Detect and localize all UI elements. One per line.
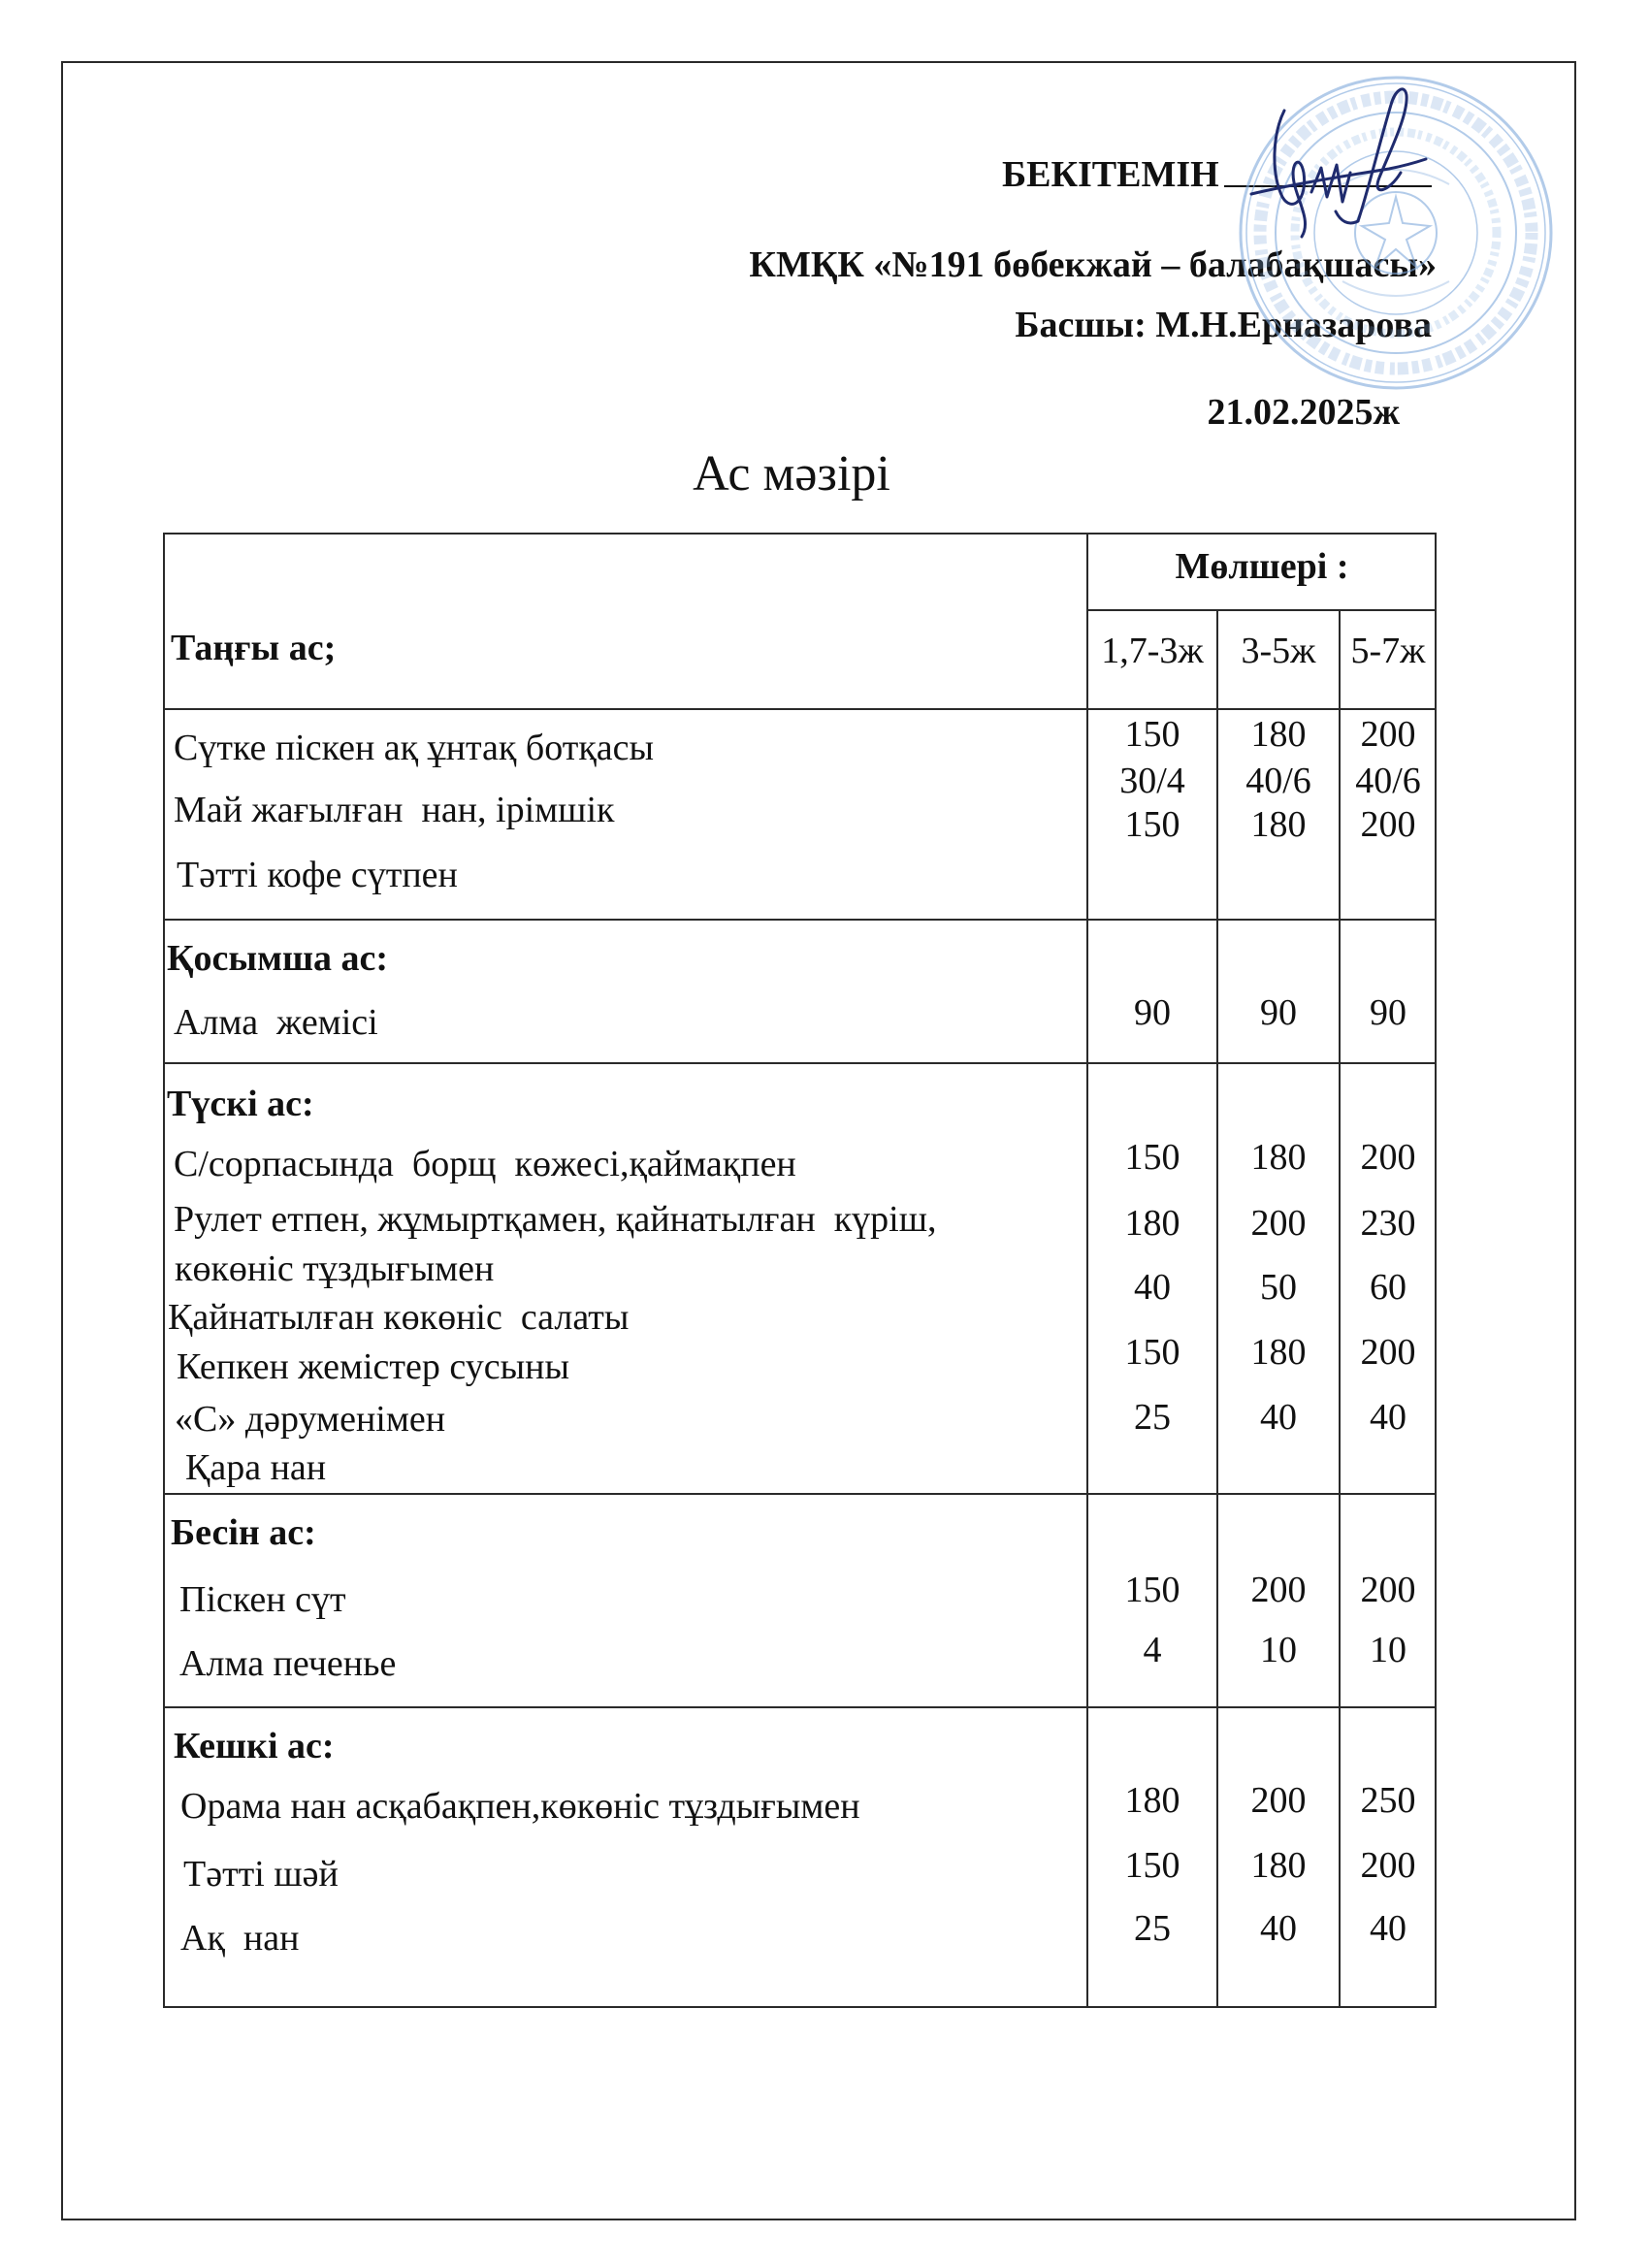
signature-icon	[1244, 76, 1428, 241]
menu-item: Қара нан	[185, 1447, 327, 1488]
menu-item: Май жағылған нан, ірімшік	[174, 790, 615, 830]
portion-value: 200	[1360, 1570, 1416, 1610]
portion-value: 90	[1370, 992, 1406, 1033]
menu-item: Піскен сүт	[179, 1579, 346, 1620]
menu-item: Кепкен жемістер сусыны	[177, 1346, 570, 1387]
menu-item: Тәтті шәй	[183, 1854, 339, 1895]
portion-value: 180	[1250, 1332, 1307, 1373]
menu-item: Рулет етпен, жұмыртқамен, қайнатылған күріш,	[174, 1199, 937, 1240]
portion-value: 200	[1360, 804, 1416, 845]
menu-item: Қайнатылған көкөніс салаты	[168, 1297, 630, 1338]
portion-value: 180	[1250, 1137, 1307, 1178]
director-name: Басшы: М.Н.Ерназарова	[1015, 305, 1432, 345]
approval-label: БЕКІТЕМІН	[1002, 154, 1219, 195]
portion-value: 150	[1124, 1332, 1180, 1373]
portion-value: 25	[1134, 1908, 1171, 1949]
portion-value: 40	[1134, 1267, 1171, 1308]
portion-value: 10	[1370, 1630, 1406, 1670]
portion-value: 4	[1143, 1630, 1162, 1670]
row-divider	[163, 1062, 1437, 1064]
portion-value: 180	[1250, 1845, 1307, 1886]
row-divider	[163, 1493, 1437, 1495]
portion-value: 40	[1370, 1397, 1406, 1438]
portion-value: 180	[1250, 804, 1307, 845]
menu-item: «С» дәруменімен	[175, 1399, 446, 1440]
portion-value: 150	[1124, 1845, 1180, 1886]
age-group-header: 5-7ж	[1350, 631, 1426, 671]
approval-date: 21.02.2025ж	[1207, 392, 1400, 433]
menu-item: Сүтке піскен ақ ұнтақ ботқасы	[174, 728, 655, 768]
organization-name: КМҚК «№191 бөбекжай – балабақшасы»	[749, 244, 1437, 285]
menu-item: көкөніс тұздығымен	[175, 1248, 495, 1289]
meal-heading-breakfast: Таңғы ас;	[171, 628, 337, 668]
meal-heading-dinner: Кешкі ас:	[174, 1726, 335, 1766]
portion-value: 180	[1124, 1203, 1180, 1244]
portion-value: 150	[1124, 1570, 1180, 1610]
portion-value: 200	[1360, 1332, 1416, 1373]
portion-value: 180	[1124, 1780, 1180, 1821]
row-divider	[163, 1706, 1437, 1708]
portion-value: 150	[1124, 804, 1180, 845]
portion-value: 40	[1370, 1908, 1406, 1949]
portion-value: 60	[1370, 1267, 1406, 1308]
portion-value: 40	[1260, 1397, 1297, 1438]
menu-item: Алма печенье	[179, 1643, 397, 1684]
menu-item: Алма жемісі	[174, 1002, 378, 1043]
row-divider	[1087, 609, 1437, 611]
portion-value: 200	[1250, 1780, 1307, 1821]
meal-heading-lunch: Түскі ас:	[167, 1084, 314, 1124]
age-group-header: 1,7-3ж	[1101, 631, 1204, 671]
age-group-header: 3-5ж	[1241, 631, 1316, 671]
meal-heading-afternoon: Бесін ас:	[171, 1512, 316, 1553]
portion-value: 250	[1360, 1780, 1416, 1821]
quantity-header: Мөлшері :	[1175, 546, 1349, 587]
portion-value: 50	[1260, 1267, 1297, 1308]
menu-item: Ақ нан	[180, 1918, 300, 1959]
portion-value: 200	[1250, 1203, 1307, 1244]
menu-item: С/сорпасында борщ көжесі,қаймақпен	[174, 1144, 796, 1184]
meal-heading-snack: Қосымша ас:	[167, 938, 389, 979]
menu-title: Ас мәзірі	[693, 446, 890, 502]
portion-value: 40	[1260, 1908, 1297, 1949]
portion-value: 200	[1250, 1570, 1307, 1610]
row-divider	[163, 919, 1437, 921]
portion-value: 40/6	[1355, 761, 1421, 801]
menu-item: Тәтті кофе сүтпен	[177, 855, 458, 895]
portion-value: 90	[1260, 992, 1297, 1033]
portion-value: 200	[1360, 714, 1416, 755]
portion-value: 25	[1134, 1397, 1171, 1438]
portion-value: 180	[1250, 714, 1307, 755]
portion-value: 40/6	[1245, 761, 1311, 801]
portion-value: 10	[1260, 1630, 1297, 1670]
portion-value: 90	[1134, 992, 1171, 1033]
portion-value: 150	[1124, 1137, 1180, 1178]
menu-item: Орама нан асқабақпен,көкөніс тұздығымен	[180, 1786, 860, 1827]
row-divider	[163, 708, 1437, 710]
portion-value: 230	[1360, 1203, 1416, 1244]
portion-value: 200	[1360, 1845, 1416, 1886]
portion-value: 200	[1360, 1137, 1416, 1178]
portion-value: 150	[1124, 714, 1180, 755]
portion-value: 30/4	[1119, 761, 1185, 801]
